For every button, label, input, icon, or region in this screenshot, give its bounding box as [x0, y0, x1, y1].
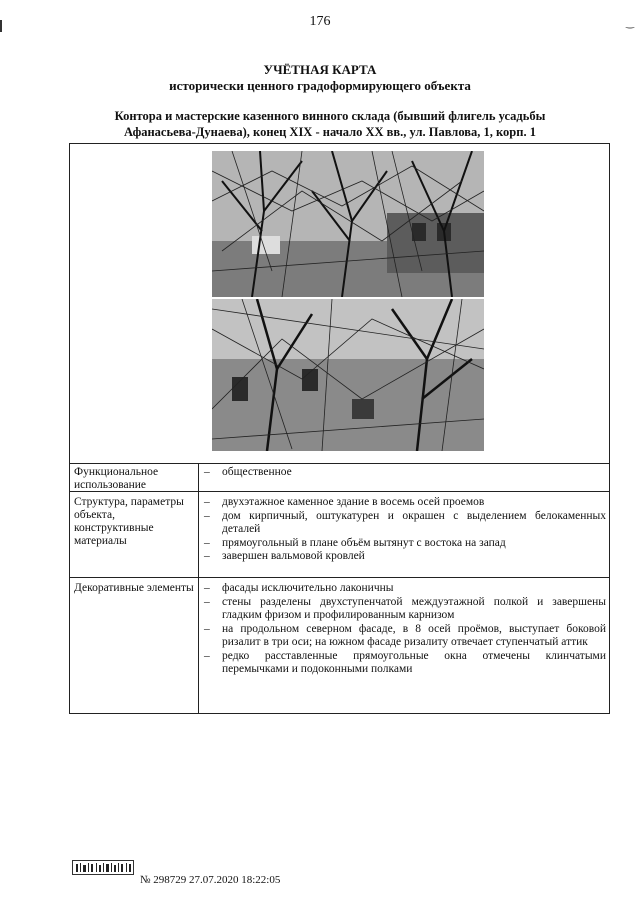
barcode-stamp-icon [72, 860, 134, 880]
object-title-line-2: Афанасьева-Дунаева), конец XIX - начало XX вв., ул. Павлова, 1, корп. 1 [124, 125, 536, 139]
record-card-table [69, 143, 610, 714]
trees-photo-bottom-image [212, 299, 484, 451]
row-label-function: Функциональное использование [74, 466, 159, 491]
row-label-decor: Декоративные элементы [74, 582, 194, 594]
list-item: – фасады исключительно лаконичны [204, 582, 394, 594]
building-photo-bottom [212, 299, 484, 451]
row-label-structure: Структура, параметры объекта, конструктивные материалы [74, 496, 184, 547]
corner-mark: ‿ [625, 18, 634, 29]
list-item: – общественное [204, 466, 292, 478]
registration-number: № 298729 27.07.2020 18:22:05 [140, 874, 281, 886]
object-title [70, 108, 590, 140]
page-number: 176 [309, 14, 331, 29]
row-items-function [204, 466, 606, 480]
card-subtitle: исторически ценного градоформирующего объекта [169, 78, 471, 93]
row-items-structure [204, 496, 606, 564]
card-header [0, 62, 640, 94]
list-item: – редко расставленные прямоугольные окна отмечены клинчатыми перемычками и подоконными полками [204, 649, 606, 675]
table-column-divider [198, 463, 199, 713]
card-title: УЧЁТНАЯ КАРТА [263, 62, 377, 77]
building-photo-top [212, 151, 484, 297]
list-item: – стены разделены двухступенчатой междуэтажной полкой и завершены гладким фризом и профилированным карнизом [204, 595, 606, 621]
table-divider [70, 577, 609, 578]
list-item: – на продольном северном фасаде, в 8 осей проёмов, выступает боковой ризалит в три оси; на южном фасаде ризалиту отвечает ступенчатый аттик [204, 622, 606, 648]
list-item: – двухэтажное каменное здание в восемь осей проемов [204, 496, 485, 508]
list-item: – прямоугольный в плане объём вытянут с востока на запад [204, 536, 506, 549]
row-items-decor [204, 582, 606, 677]
list-item: – дом кирпичный, оштукатурен и окрашен с выделением белокаменных деталей [204, 509, 606, 535]
table-divider [70, 463, 609, 464]
trees-photo-top-image [212, 151, 484, 297]
list-item: – завершен вальмовой кровлей [204, 550, 365, 562]
object-title-line-1: Контора и мастерские казенного винного склада (бывший флигель усадьбы [114, 109, 546, 123]
